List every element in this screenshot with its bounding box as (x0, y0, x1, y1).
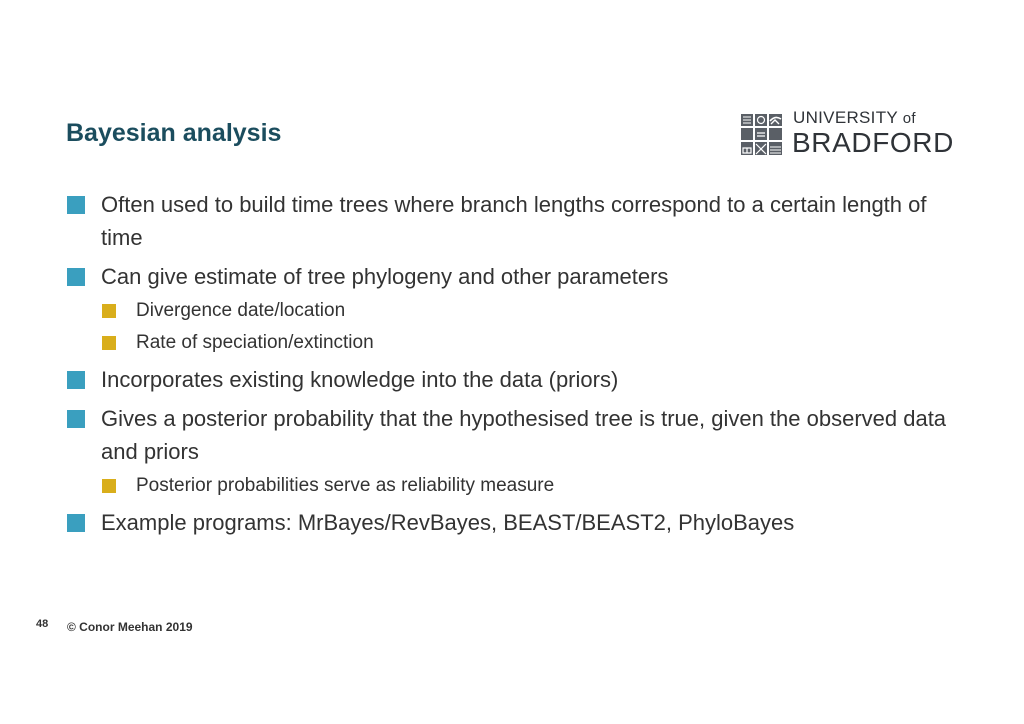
logo-university-word: UNIVERSITY (793, 108, 898, 127)
logo-university-text (793, 108, 916, 128)
logo-bradford-text: BRADFORD (792, 127, 954, 158)
logo-of-word: of (902, 110, 916, 127)
bullet-square-icon (67, 196, 85, 214)
bullet-text: Example programs: MrBayes/RevBayes, BEAST/BEAST2, PhyloBayes (101, 510, 795, 535)
sub-bullet-item (67, 472, 967, 500)
bullet-text: Often used to build time trees where branch lengths correspond to a certain length of time (101, 192, 927, 250)
sub-bullet-square-icon (102, 479, 116, 493)
bullet-list (67, 188, 967, 539)
bullet-square-icon (67, 268, 85, 286)
bullet-square-icon (67, 410, 85, 428)
sub-bullet-square-icon (102, 304, 116, 318)
bullet-square-icon (67, 371, 85, 389)
bullet-item (67, 363, 967, 396)
bullet-text: Gives a posterior probability that the hypothesised tree is true, given the observed data and priors (101, 406, 947, 464)
bullet-text: Divergence date/location (136, 300, 346, 321)
university-crest-icon (740, 113, 783, 156)
bullet-square-icon (67, 514, 85, 532)
bullet-text: Rate of speciation/extinction (136, 332, 374, 353)
copyright-notice: © Conor Meehan 2019 (67, 620, 193, 634)
bullet-text: Incorporates existing knowledge into the data (priors) (101, 367, 619, 392)
bullet-item (67, 260, 967, 293)
bullet-text: Can give estimate of tree phylogeny and other parameters (101, 264, 669, 289)
university-logo (740, 108, 960, 160)
bullet-item (67, 506, 967, 539)
sub-bullet-item (67, 297, 967, 325)
page-number: 48 (36, 618, 49, 630)
sub-bullet-item (67, 329, 967, 357)
sub-bullet-square-icon (102, 336, 116, 350)
bullet-item (67, 188, 967, 254)
bullet-text: Posterior probabilities serve as reliability measure (136, 475, 555, 496)
bullet-item (67, 402, 967, 468)
slide-title: Bayesian analysis (66, 119, 282, 147)
